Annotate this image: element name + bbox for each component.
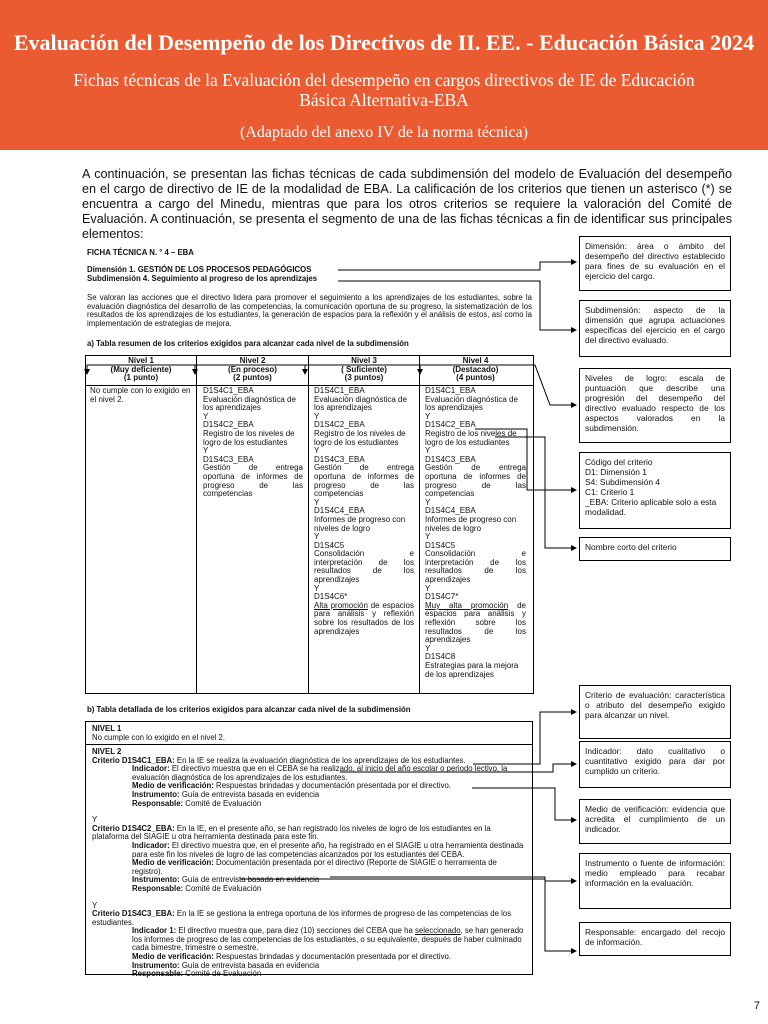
dimension-label: Dimensión 1. GESTIÓN DE LOS PROCESOS PEDAGÓGICOS [87,265,312,274]
page-number: 7 [753,1000,760,1012]
annotation-instrument: Instrumento o fuente de información: medio empleado para recabar información en la evaluación. [579,853,731,909]
annotation-subdimension: Subdimensión: aspecto de la dimensión que agrupa actuaciones específicas del ejercicio en el cargo del directivo evaluado. [579,300,731,357]
page-subtitle: Fichas técnicas de la Evaluación del desempeño en cargos directivos de IE de Educación Básica Alternativa-EBA [73,70,695,110]
level-4-criteria: D1S4C1_EBA Evaluación diagnóstica de los aprendizajes Y D1S4C2_EBA Registro de los niveles de logro de los estudiantes Y D1S4C3_EBA Gestión de entrega oportuna de informes de progreso de las competencias Y D1S4C4_EBA Informes de progreso con niveles de logro Y D1S4C5 Consolidación e interpretación de los resultados de los aprendizajes Y D1S4C7* Muy alta promoción de espacios para análisis y reflexión sobre los resultados de los aprendizajes Y D1S4C8 Estrategias para la mejora de los aprendizajes [425,386,526,679]
ficha-title: FICHA TÉCNICA N. ° 4 – EBA [87,248,194,257]
annotation-verification: Medio de verificación: evidencia que acredita el cumplimiento de un indicador. [579,799,731,844]
annotation-criterion: Criterio de evaluación: característica o atributo del desempeño exigido para alcanzar un nivel. [579,685,731,739]
level-3-header: Nivel 3 ( Suficiente) (3 puntos) [341,356,387,383]
level-2-criteria: D1S4C1_EBA Evaluación diagnóstica de los aprendizajes Y D1S4C2_EBA Registro de los niveles de logro de los estudiantes Y D1S4C3_EBA Gestión de entrega oportuna de informes de progreso de las competencias [203,386,303,499]
annotation-responsible: Responsable: encargado del recojo de información. [579,922,731,956]
detail-level-2: NIVEL 2 Criterio D1S4C1_EBA: En la IE se realiza la evaluación diagnóstica de los aprendizajes de los estudiantes. Indicador: El directivo muestra que en el CEBA se ha realizado, al inicio del año escolar o periodo lectivo, la evaluación diagnóstica de los aprendizajes de los estudiantes. Medio de verificación: Respuestas brindadas y documentación presentada por el directivo. Instrumento: Guía de entrevista basada en evidencia Responsable: Comité de Evaluación Y Criterio D1S4C2_EBA: En la IE, en el presente año, se han registrado los niveles de logro de los estudiantes en la plataforma del SIAGIE u otra herramienta destinada para este fin. Indicador: El directivo muestra que, en el presente año, ha registrado en el SIAGIE u otra herramienta destinada para este fin los niveles de logro de las competencias alcanzados por los estudiantes del CEBA. Medio de verificación: Documentación presentada por el directivo (Reporte de SIAGIE o herramienta de registro). Instrumento: Guía de entrevista basada en evidencia Responsable: Comité de Evaluación Y Criterio D1S4C3_EBA: En la IE se gestiona la entrega oportuna de los informes de progreso de las competencias de los estudiantes. Indicador 1: El directivo muestra que, para diez (10) secciones del CEBA que ha seleccionado, se han generado los informes de progreso de las competencias de los estudiantes, o su equivalente, después de haber culminado cada bimestre, trimestre o semestre. Medio de verificación: Respuestas brindadas y documentación presentada por el directivo. Instrumento: Guía de entrevista basada en evidencia Responsable: Comité de Evaluación [92,747,524,979]
table-a-title: a) Tabla resumen de los criterios exigidos para alcanzar cada nivel de la subdimensión [87,339,409,348]
annotation-criterion-code: Código del criterio D1: Dimensión 1 S4: Subdimensión 4 C1: Criterio 1 _EBA: Criterio aplicable solo a esta modalidad. [579,452,731,529]
ficha-description: Se valoran las acciones que el directivo lidera para promover el seguimiento a los aprendizajes de los estudiantes, sobre la evaluación diagnóstica del desarrollo de las competencias, la comunicación oportuna de su progreso, la sistematización de los resultados de los aprendizajes de los estudiantes, la generación de espacios para la reflexión y el análisis de estos, así como la implementación de estrategias de mejora. [87,293,532,328]
level-4-header: Nivel 4 (Destacado) (4 puntos) [452,356,499,383]
level-3-criteria: D1S4C1_EBA Evaluación diagnóstica de los aprendizajes Y D1S4C2_EBA Registro de los niveles de logro de los estudiantes Y D1S4C3_EBA Gestión de entrega oportuna de informes de progreso de las competencias Y D1S4C4_EBA Informes de progreso con niveles de logro Y D1S4C5 Consolidación e interpretación de los resultados de los aprendizajes Y D1S4C6* Alta promoción de espacios para análisis y reflexión sobre los resultados de los aprendizajes [314,386,415,636]
table-b-title: b) Tabla detallada de los criterios exigidos para alcanzar cada nivel de la subdimensión [87,705,411,714]
annotation-dimension: Dimensión: área o ámbito del desempeño del directivo establecido para fines de su evaluación en el ejercicio del cargo. [579,236,731,291]
level-2-header: Nivel 2 (En proceso) (2 puntos) [228,356,277,383]
detail-level-1: NIVEL 1 No cumple con lo exigido en el nivel 2. [92,724,226,742]
annotation-indicator: Indicador: dato cualitativo o cuantitativo exigido para dar por cumplido un criterio. [579,741,731,788]
level-1-criteria: No cumple con lo exigido en el nivel 2. [90,386,191,404]
page-title: Evaluación del Desempeño de los Directivos de II. EE. - Educación Básica 2024 [13,30,755,55]
annotation-levels: Niveles de logro: escala de puntuación que describe una progresión del desempeño del directivo evaluado respecto de los aspectos valorados en la subdimensión. [579,368,731,443]
annotation-short-name: Nombre corto del criterio [579,537,731,561]
level-1-header: Nivel 1 (Muy deficiente) (1 punto) [110,356,172,383]
intro-paragraph: A continuación, se presentan las fichas técnicas de cada subdimensión del modelo de Evaluación del desempeño en el cargo de directivo de IE de la modalidad de EBA. La calificación de los criterios que tienen un asterisco (*) se encuentra a cargo del Minedu, mientras que para los otros criterios se requiere la valoración del Comité de Evaluación. A continuación, se presenta el segmento de una de las fichas técnicas a fin de identificar sus principales elementos: [82,167,732,241]
subdimension-label: Subdimensión 4. Seguimiento al progreso de los aprendizajes [87,274,318,283]
adaptation-note: (Adaptado del anexo IV de la norma técnica) [239,124,529,141]
